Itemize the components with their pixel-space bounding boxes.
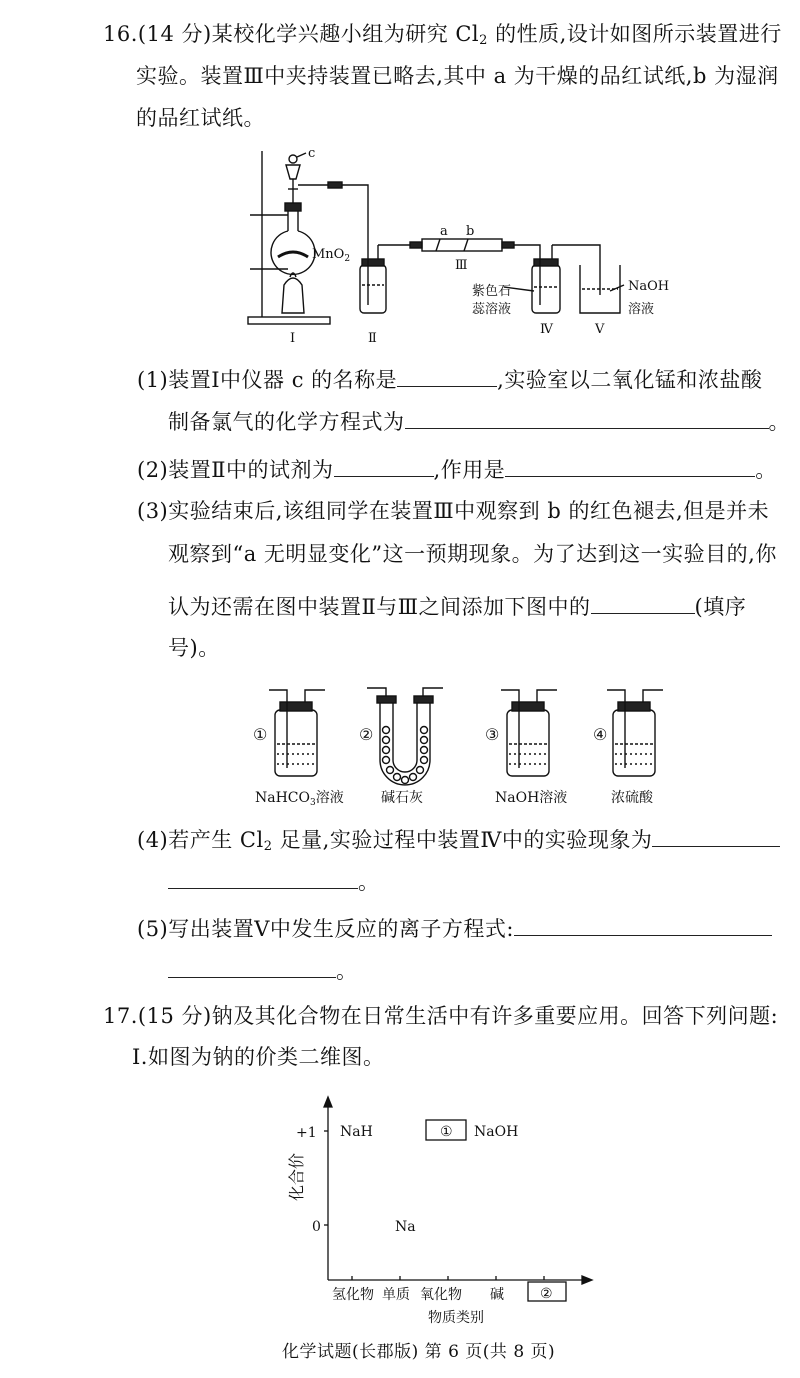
answer-blank[interactable] <box>168 866 358 889</box>
y-axis-arrow <box>324 1097 332 1107</box>
box-1-label: ① <box>440 1124 453 1140</box>
q16-part3-line1: (3)实验结束后,该组同学在装置Ⅲ中观察到 b 的红色褪去,但是并未 <box>137 499 770 523</box>
label-litmus-2: 蕊溶液 <box>472 302 512 317</box>
q17-intro: 17.(15 分)钠及其化合物在日常生活中有许多重要应用。回答下列问题: <box>103 1004 779 1028</box>
stand-base <box>248 317 330 324</box>
answer-blank[interactable] <box>405 406 769 429</box>
xtick-base: 碱 <box>490 1287 504 1303</box>
answer-blank[interactable] <box>334 454 434 477</box>
q16-part1-line2: 制备氯气的化学方程式为 。 <box>168 406 790 436</box>
option-3-bottle <box>501 690 557 776</box>
bottle-II <box>360 265 386 313</box>
label-IV: Ⅳ <box>540 322 553 337</box>
separatory-funnel <box>286 165 300 179</box>
option-4-number: ④ <box>593 725 608 744</box>
option-2-number: ② <box>359 725 374 744</box>
label-naoh-1: NaOH <box>628 279 670 294</box>
label-naoh-2: 溶液 <box>628 302 655 317</box>
answer-blank[interactable] <box>397 364 497 387</box>
xtick-element: 单质 <box>382 1287 410 1303</box>
label-litmus-1: 紫色石 <box>472 284 512 299</box>
q17-part1: Ⅰ.如图为钠的价类二维图。 <box>132 1045 385 1069</box>
q16-part5-line2: 。 <box>168 955 358 985</box>
options-figure <box>245 680 675 810</box>
label-c: c <box>308 146 316 161</box>
label-V: Ⅴ <box>595 322 605 337</box>
label-b: b <box>466 224 475 239</box>
question-number: 16. <box>103 22 138 46</box>
answer-blank[interactable] <box>168 955 336 978</box>
label-II: Ⅱ <box>368 331 377 346</box>
label-a: a <box>440 224 448 239</box>
ytick-plus1: +1 <box>296 1125 317 1141</box>
question-number: 17. <box>103 1004 138 1028</box>
q16-part3-line3: 认为还需在图中装置Ⅱ与Ⅲ之间添加下图中的 (填序 <box>168 591 746 621</box>
option-3-label: NaOH溶液 <box>495 790 568 806</box>
option-3-number: ③ <box>485 725 500 744</box>
q16-part4-line1: (4)若产生 $Cl_2$ 足量,实验过程中装置Ⅳ中的实验现象为 <box>137 824 780 861</box>
option-4-label: 浓硫酸 <box>611 790 653 806</box>
label-I: Ⅰ <box>290 331 296 346</box>
option-1-number: ① <box>253 725 268 744</box>
x-axis-arrow <box>582 1276 592 1284</box>
option-4-bottle <box>607 690 663 776</box>
apparatus-diagram <box>240 145 670 350</box>
q16-part4-line2: 。 <box>168 866 380 896</box>
q16-intro-line2: 实验。装置Ⅲ中夹持装置已略去,其中 a 为干燥的品红试纸,b 为湿润 <box>136 64 779 88</box>
tube-III <box>422 239 502 251</box>
answer-blank[interactable] <box>505 454 755 477</box>
q16-intro-line1: 16.(14 分)某校化学兴趣小组为研究 $Cl_2$ 的性质,设计如图所示装置进行 <box>103 22 782 48</box>
q16-part5-line1: (5)写出装置Ⅴ中发生反应的离子方程式: <box>137 913 772 943</box>
xtick-hydride: 氢化物 <box>332 1287 374 1303</box>
page-footer: 化学试题(长郡版) 第 6 页(共 8 页) <box>282 1342 556 1362</box>
option-2-label: 碱石灰 <box>381 790 423 806</box>
bottle-IV <box>532 265 560 313</box>
xtick-oxide: 氧化物 <box>420 1287 462 1303</box>
alcohol-lamp <box>282 278 304 313</box>
label-mno2: MnO$_2$ <box>312 247 351 264</box>
q16-part3-line4: 号)。 <box>168 636 220 660</box>
box-2-label: ② <box>540 1286 553 1302</box>
outlet-tube <box>360 185 368 257</box>
x-axis-label: 物质类别 <box>428 1310 484 1326</box>
point-Na: Na <box>395 1219 416 1235</box>
answer-blank[interactable] <box>514 913 772 936</box>
valence-class-chart <box>280 1095 620 1335</box>
point-NaOH: NaOH <box>474 1124 519 1140</box>
answer-blank[interactable] <box>652 824 780 847</box>
point-NaH: NaH <box>340 1124 373 1140</box>
option-1-bottle <box>269 690 325 776</box>
y-axis-label: 化合价 <box>287 1152 306 1201</box>
q16-part2: (2)装置Ⅱ中的试剂为 ,作用是 。 <box>137 454 777 484</box>
q16-part3-line2: 观察到“a 无明显变化”这一预期现象。为了达到这一实验目的,你 <box>168 542 777 566</box>
option-1-label: NaHCO$_3$溶液 <box>255 790 344 808</box>
q16-intro-line3: 的品红试纸。 <box>136 106 265 130</box>
ytick-0: 0 <box>312 1219 321 1235</box>
q16-part1-line1: (1)装置Ⅰ中仪器 c 的名称是 ,实验室以二氧化锰和浓盐酸 <box>137 364 762 394</box>
option-2-u-tube <box>367 688 443 785</box>
label-III: Ⅲ <box>455 258 468 273</box>
answer-blank[interactable] <box>591 591 695 614</box>
flask-stopper <box>285 203 301 211</box>
